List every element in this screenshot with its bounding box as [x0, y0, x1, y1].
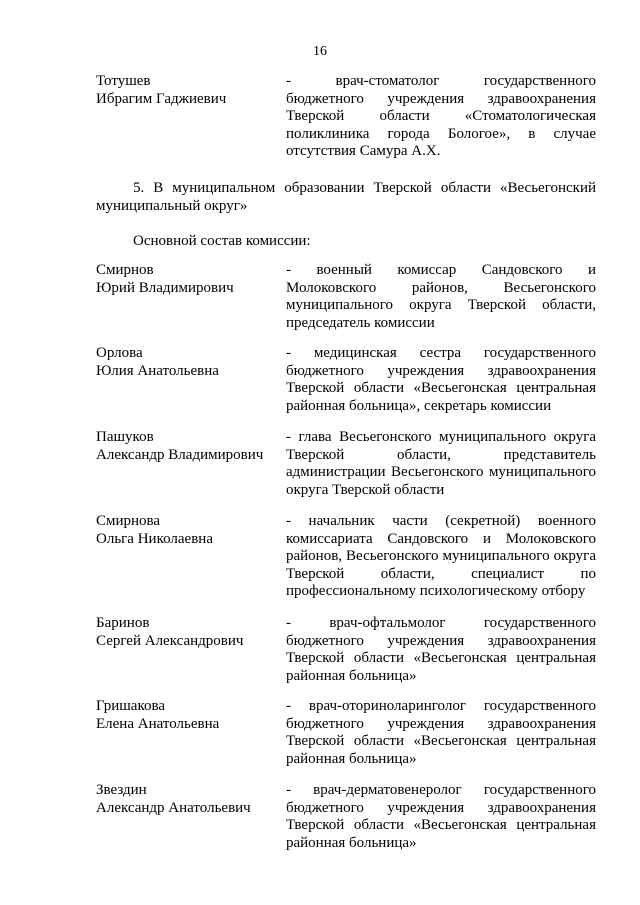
member-given-names: Ольга Николаевна	[96, 530, 213, 547]
member-surname: Тотушев	[96, 73, 151, 89]
member-name	[96, 73, 276, 108]
member-given-names: Елена Анатольевна	[96, 715, 220, 732]
member-given-names: Юрий Владимирович	[96, 279, 234, 296]
member-role: - глава Весьегонского муниципального округа Тверской области, представитель администрации Весьегонского муниципального округа Тверской области	[286, 429, 596, 498]
member-surname: Орлова	[96, 345, 143, 361]
member-name	[96, 782, 276, 817]
member-given-names: Александр Анатольевич	[96, 799, 251, 816]
member-surname: Звездин	[96, 782, 147, 798]
member-given-names: Юлия Анатольевна	[96, 362, 219, 379]
member-name	[96, 345, 276, 380]
member-surname: Гришакова	[96, 698, 166, 714]
member-name	[96, 429, 276, 464]
member-given-names: Александр Владимирович	[96, 446, 264, 463]
section-heading: 5. В муниципальном образовании Тверской области «Весьегонский муниципальный округ»	[96, 180, 596, 214]
member-role: - начальник части (секретной) военного комиссариата Сандовского и Молоковского районов, Весьегонского муниципального округа Тверской области, специалист по профессиональному психологическому отбору	[286, 513, 596, 599]
member-role: - военный комиссар Сандовского и Молоковского районов, Весьегонского муниципального округа Тверской области, председатель комиссии	[286, 262, 596, 331]
member-surname: Пашуков	[96, 429, 154, 445]
member-surname: Смирнов	[96, 262, 154, 278]
member-role: - врач-офтальмолог государственного бюджетного учреждения здравоохранения Тверской области «Весьегонская центральная районная больница»	[286, 615, 596, 684]
member-name	[96, 262, 276, 297]
member-given-names: Сергей Александрович	[96, 632, 244, 649]
page-number: 16	[313, 44, 327, 59]
member-role: - врач-стоматолог государственного бюджетного учреждения здравоохранения Тверской области «Стоматологическая поликлиника города Бологое», в случае отсутствия Самура А.Х.	[286, 73, 596, 159]
commission-subheading: Основной состав комиссии:	[133, 233, 311, 249]
member-name	[96, 698, 276, 733]
member-name	[96, 615, 276, 650]
member-role: - врач-дерматовенеролог государственного бюджетного учреждения здравоохранения Тверской области «Весьегонская центральная районная больница»	[286, 782, 596, 851]
member-given-names: Ибрагим Гаджиевич	[96, 90, 227, 107]
member-role: - медицинская сестра государственного бюджетного учреждения здравоохранения Тверской области «Весьегонская центральная районная больница», секретарь комиссии	[286, 345, 596, 414]
member-name	[96, 513, 276, 548]
member-role: - врач-оториноларинголог государственного бюджетного учреждения здравоохранения Тверской области «Весьегонская центральная районная больница»	[286, 698, 596, 767]
member-surname: Баринов	[96, 615, 150, 631]
member-surname: Смирнова	[96, 513, 161, 529]
